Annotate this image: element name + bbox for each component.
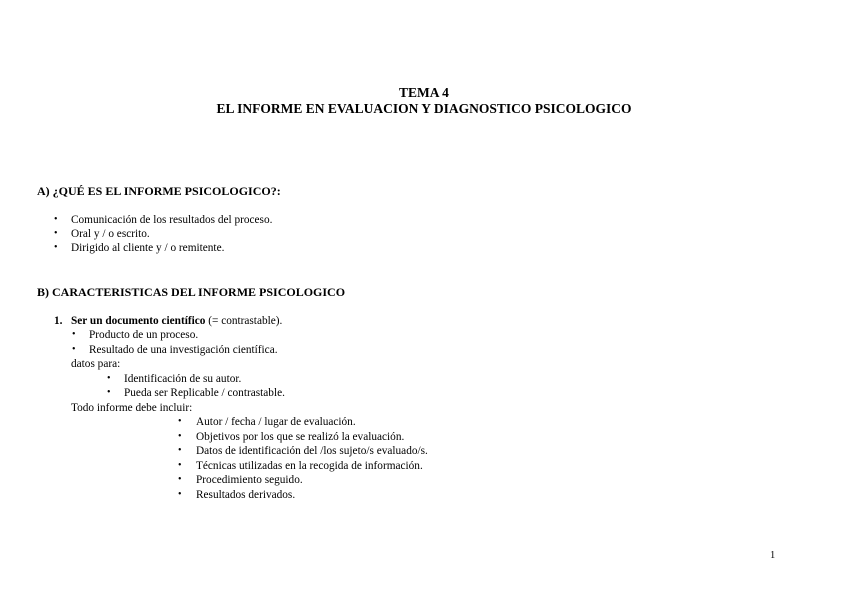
list-item: Procedimiento seguido. <box>196 474 303 486</box>
list-number: 1. <box>54 315 63 327</box>
list-item: Pueda ser Replicable / contrastable. <box>124 387 285 399</box>
point-1-title: Ser un documento científico <box>71 315 206 327</box>
list-item: Identificación de su autor. <box>124 373 242 385</box>
list-item: Comunicación de los resultados del proceso. <box>71 214 273 226</box>
bullet-icon: • <box>178 460 182 471</box>
bullet-icon: • <box>54 214 58 225</box>
title-line-2: EL INFORME EN EVALUACION Y DIAGNOSTICO PSICOLOGICO <box>216 101 632 116</box>
list-item: Dirigido al cliente y / o remitente. <box>71 242 225 254</box>
bullet-icon: • <box>72 344 76 355</box>
section-a-heading: A) ¿QUÉ ES EL INFORME PSICOLOGICO?: <box>37 184 281 198</box>
bullet-icon: • <box>178 474 182 485</box>
page-number: 1 <box>770 550 776 561</box>
point-1-line <box>71 314 282 328</box>
bullet-icon: • <box>178 431 182 442</box>
datos-label: datos para: <box>71 358 121 370</box>
section-b-heading: B) CARACTERISTICAS DEL INFORME PSICOLOGICO <box>37 285 346 299</box>
point-1-suffix: (= contrastable). <box>205 315 283 327</box>
bullet-icon: • <box>72 329 76 340</box>
list-item: Técnicas utilizadas en la recogida de información. <box>196 460 423 472</box>
list-item: Producto de un proceso. <box>89 329 199 341</box>
bullet-icon: • <box>178 489 182 500</box>
list-item: Datos de identificación del /los sujeto/s evaluado/s. <box>196 445 428 457</box>
list-item: Oral y / o escrito. <box>71 228 150 240</box>
title-line-1: TEMA 4 <box>399 85 449 100</box>
list-item: Autor / fecha / lugar de evaluación. <box>196 416 356 428</box>
bullet-icon: • <box>178 416 182 427</box>
bullet-icon: • <box>107 373 111 384</box>
list-item: Objetivos por los que se realizó la evaluación. <box>196 431 405 443</box>
bullet-icon: • <box>107 387 111 398</box>
document-title <box>0 85 848 117</box>
bullet-icon: • <box>178 445 182 456</box>
list-item: Resultados derivados. <box>196 489 296 501</box>
include-label: Todo informe debe incluir: <box>71 402 193 414</box>
list-item: Resultado de una investigación científica. <box>89 344 278 356</box>
bullet-icon: • <box>54 242 58 253</box>
bullet-icon: • <box>54 228 58 239</box>
